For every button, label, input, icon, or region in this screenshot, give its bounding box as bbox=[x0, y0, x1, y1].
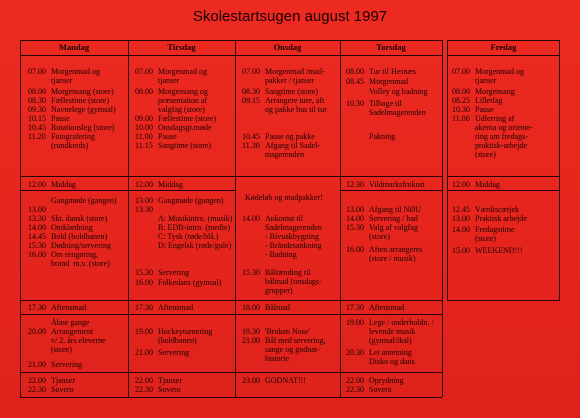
event: 13.30 bbox=[135, 205, 153, 214]
midday-torsdag: 12.30 Vildmarksfrokost bbox=[346, 180, 425, 189]
event: 12.45 Værdiscætjek bbox=[452, 205, 519, 214]
event: 11.15 Sangtime (store) bbox=[135, 141, 212, 150]
event: 22.00 Oprydning bbox=[346, 376, 404, 385]
day-header-torsdag: Torsdag bbox=[376, 42, 406, 52]
grid-line bbox=[447, 40, 448, 300]
event: 15.30 Dødning/servering bbox=[28, 241, 111, 250]
event: 19.00 Hockeyturnering (boldbanen) bbox=[135, 327, 213, 345]
event: 21.00 Servering bbox=[135, 348, 190, 357]
grid-line bbox=[340, 190, 442, 191]
grid-line bbox=[447, 55, 560, 56]
event: B: EDB-intro. (medie) bbox=[158, 223, 231, 232]
event: 16.00 Folkedans (gymsal) bbox=[135, 278, 222, 287]
event: 13.00 Praktisk arbejde bbox=[452, 214, 527, 223]
event: 22.00 Tjanser bbox=[135, 376, 182, 385]
event: 15.30 Valg af valgfag (store) bbox=[346, 223, 418, 241]
grid-line bbox=[447, 176, 560, 177]
event: 13.30 Skr. dansk (store) bbox=[28, 214, 108, 223]
event: 21.00 Bål med servering, sange og godnat- historie bbox=[242, 336, 326, 363]
midday-fredag: 12.00 Middag bbox=[452, 180, 500, 189]
event: 21.00 Servering bbox=[28, 360, 83, 369]
day-header-fredag: Fredag bbox=[490, 42, 517, 52]
event: 07.00 Morgenmad og tjanser bbox=[452, 67, 524, 85]
event: 13.00 Gangmøde (gangen) bbox=[135, 196, 224, 205]
dinner-onsdag: 18.00 Bålmad bbox=[242, 303, 290, 312]
event: 19.00 Lege / underholdn. / levende musik (gymsal/ikal) bbox=[346, 318, 434, 345]
event: 14.00 Ankomst til Sadelmagerenden - Bivuakbygning - Bråndesankning - Badning bbox=[242, 214, 322, 259]
event: 08.25 Lilletfag bbox=[452, 96, 503, 105]
page-title: Skolestartsugen august 1997 bbox=[192, 8, 388, 25]
event: 08.00 Tur til Hesnæs bbox=[346, 67, 416, 76]
event: 22.30 Sovero bbox=[28, 385, 74, 394]
grid-line bbox=[340, 40, 341, 397]
event: 08.00 Morgensang (store) bbox=[28, 87, 114, 96]
midday-mandag: 12.00 Middag bbox=[28, 180, 76, 189]
event: 10.30 Pause bbox=[452, 105, 494, 114]
event: 11.30 Afgang til Sadel- magerenden bbox=[242, 141, 321, 159]
event: 10.00 Onsdagsgr.møde bbox=[135, 123, 212, 132]
event: Gangmøde (gangen) bbox=[51, 196, 117, 205]
event: 11.20 Fotografering (rundkreds) bbox=[28, 132, 95, 150]
event: 23.00 GODNAT!!! bbox=[242, 376, 306, 385]
event: 20.30 Let anretning Disko og dans bbox=[346, 348, 415, 366]
event: 13.00 bbox=[28, 205, 46, 214]
event: 08.00 Morgensang bbox=[452, 87, 515, 96]
event: 07.00 Morgenmad /mad- pakker / tjanser bbox=[242, 67, 325, 85]
event: 14.00 Servering / bad bbox=[346, 214, 418, 223]
grid-line bbox=[20, 372, 442, 373]
grid-line bbox=[559, 40, 560, 300]
event: A: Musikintro. (musik) bbox=[158, 214, 233, 223]
grid-line bbox=[20, 40, 442, 41]
grid-line bbox=[235, 40, 236, 397]
event: 15.00 WEEKEND!!! bbox=[452, 246, 523, 255]
event: 08.30 Sangtime (store) bbox=[242, 87, 319, 96]
event: 22.30 Sovero bbox=[135, 385, 181, 394]
event: 10.45 Pause og pakke bbox=[242, 132, 315, 141]
event: 14.00 Omklædning bbox=[28, 223, 93, 232]
event: 20.00 Arrangement v/ 2. års eleverne (store) bbox=[28, 327, 106, 354]
grid-line bbox=[20, 300, 442, 301]
event: 08.45 Morgenmad bbox=[346, 77, 408, 86]
event: Volley og badning bbox=[369, 87, 428, 96]
event: 10.30 Tilbage til Sadelmagerenden bbox=[346, 99, 426, 117]
event: Pakning bbox=[369, 132, 396, 141]
event: 07.00 Morgenmad og tjanser bbox=[28, 67, 100, 85]
grid-line bbox=[20, 40, 21, 397]
dinner-tirsdag: 17.30 Aftensmad bbox=[135, 303, 194, 312]
event: 13.00 Afgang til NØU bbox=[346, 205, 421, 214]
event: 14.45 Bold (boldbanen) bbox=[28, 232, 108, 241]
event: 19.30 'Broken Nose' bbox=[242, 327, 310, 336]
event: 09.30 Navnelege (gymsal) bbox=[28, 105, 116, 114]
dinner-mandag: 17.30 Aftensmad bbox=[28, 303, 87, 312]
event: 16.00 Aften arrangeres (store / musik) bbox=[346, 245, 423, 263]
event: 22.30 Sovero bbox=[346, 385, 392, 394]
event: 09.00 Fællestime (store) bbox=[135, 114, 216, 123]
grid-line bbox=[20, 176, 442, 177]
dinner-torsdag: 17.30 Aftensmad bbox=[346, 303, 405, 312]
event: 16.00 Om rengøring, brand m.v. (store) bbox=[28, 250, 110, 268]
event: C: Tysk (røde/blå.) bbox=[158, 232, 219, 241]
day-header-onsdag: Onsdag bbox=[273, 42, 302, 52]
event: 10.15 Pause bbox=[28, 114, 70, 123]
event: Kødeløb og madpakker! bbox=[245, 193, 323, 202]
event: D: Engelsk (røde/gule) bbox=[158, 241, 232, 250]
event: 14.00 Fredagstime (store) bbox=[452, 225, 515, 243]
grid-line bbox=[128, 40, 129, 397]
event: 11.00 Udlerring af akerna og oriente- ring am fredags- praktisk-arbejde (store) bbox=[452, 114, 534, 159]
grid-line bbox=[442, 40, 443, 397]
event: 15.30 Servering bbox=[135, 268, 190, 277]
grid-line bbox=[447, 40, 560, 41]
grid-line bbox=[447, 300, 560, 301]
event: 08.00 Morgensang og præsentation af valgfag (store) bbox=[135, 87, 208, 114]
day-header-mandag: Mandag bbox=[58, 42, 90, 52]
grid-line bbox=[20, 314, 442, 315]
event: Åbne gange bbox=[51, 318, 90, 327]
event: 15.30 Båltænding til bålmad (onsdags- grupper) bbox=[242, 268, 322, 295]
event: 09.15 Arrangere ture, aft og pakke bus til tur bbox=[242, 96, 327, 114]
grid-line bbox=[20, 397, 442, 398]
event: 08.30 Fællestime (store) bbox=[28, 96, 109, 105]
grid-line bbox=[447, 190, 560, 191]
grid-line bbox=[20, 55, 442, 56]
event: 07.00 Morgenmad og tjanser bbox=[135, 67, 207, 85]
event: 22.00 Tjanser bbox=[28, 376, 75, 385]
event: 11.00 Pause bbox=[135, 132, 177, 141]
event: 10.45 Rotationsleg (store) bbox=[28, 123, 115, 132]
day-header-tirsdag: Tirsdag bbox=[167, 42, 196, 52]
midday-tirsdag: 12.00 Middag bbox=[135, 180, 183, 189]
